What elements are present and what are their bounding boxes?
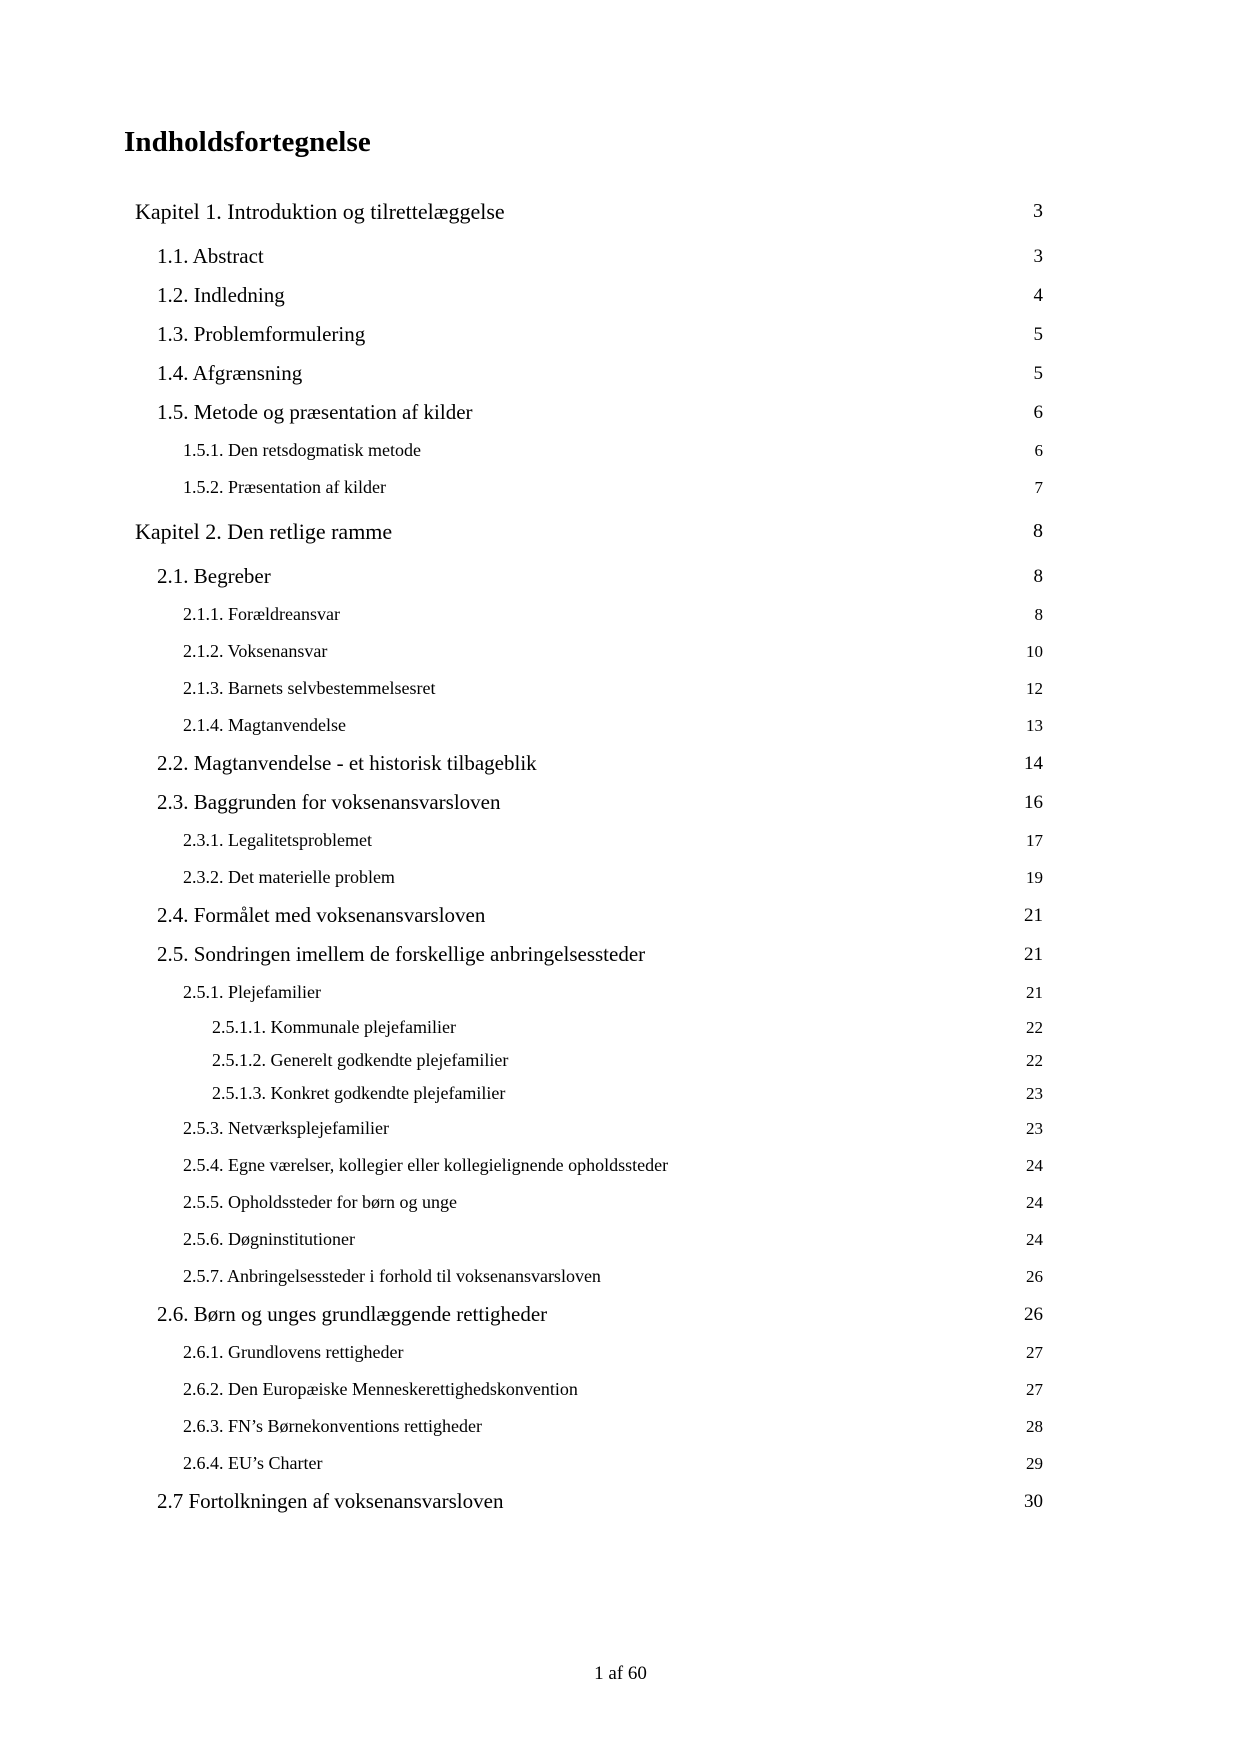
- toc-entry[interactable]: [0, 1295, 1241, 1334]
- toc-entry-page-number: 5: [1033, 324, 1043, 345]
- toc-entry-page-number: 8: [1033, 566, 1043, 587]
- toc-entry[interactable]: [0, 1258, 1241, 1295]
- toc-entry-page-number: 27: [1026, 1343, 1043, 1362]
- toc-entry-label: Kapitel 2. Den retlige ramme: [135, 519, 393, 544]
- toc-entry[interactable]: [0, 469, 1241, 506]
- toc-entry-page-number: 22: [1026, 1051, 1043, 1070]
- toc-entry-page-number: 7: [1034, 478, 1043, 497]
- toc-entry[interactable]: [0, 633, 1241, 670]
- toc-entry-page-number: 6: [1034, 441, 1043, 460]
- toc-entry-page-number: 3: [1033, 200, 1043, 222]
- toc-entry[interactable]: [0, 1371, 1241, 1408]
- toc-entry-page-number: 24: [1026, 1193, 1043, 1212]
- toc-entry-page-number: 30: [1024, 1491, 1043, 1512]
- toc-entry[interactable]: [0, 822, 1241, 859]
- toc-entry[interactable]: [0, 596, 1241, 633]
- toc-entry-page-number: 26: [1024, 1304, 1043, 1325]
- toc-entry[interactable]: [0, 1011, 1241, 1044]
- toc-entry-label: 2.5.5. Opholdssteder for børn og unge: [183, 1192, 457, 1212]
- toc-entry-label: 2.2. Magtanvendelse - et historisk tilbageblik: [157, 751, 537, 775]
- toc-entry-page-number: 17: [1026, 831, 1043, 850]
- toc-entry-label: 2.6. Børn og unges grundlæggende rettigheder: [157, 1302, 548, 1326]
- toc-entry[interactable]: [0, 783, 1241, 822]
- toc-entry[interactable]: [0, 1077, 1241, 1110]
- toc-entry-page-number: 24: [1026, 1230, 1043, 1249]
- toc-entry[interactable]: [0, 1221, 1241, 1258]
- toc-entry-label: 1.4. Afgrænsning: [157, 361, 303, 385]
- toc-entry-label: 2.1.3. Barnets selvbestemmelsesret: [183, 678, 436, 698]
- table-of-contents: [0, 186, 1241, 1521]
- toc-entry-label: 1.2. Indledning: [157, 283, 285, 307]
- toc-entry-label: 2.6.1. Grundlovens rettigheder: [183, 1342, 404, 1362]
- toc-entry-label: Kapitel 1. Introduktion og tilrettelæggelse: [135, 199, 505, 224]
- toc-entry-label: 2.6.3. FN’s Børnekonventions rettigheder: [183, 1416, 482, 1436]
- toc-entry-label: 2.3.2. Det materielle problem: [183, 867, 395, 887]
- toc-entry[interactable]: [0, 744, 1241, 783]
- toc-entry-label: 2.5.1.1. Kommunale plejefamilier: [212, 1017, 456, 1037]
- toc-entry-label: 1.5.1. Den retsdogmatisk metode: [183, 440, 421, 460]
- toc-entry-label: 2.1. Begreber: [157, 564, 271, 588]
- toc-entry-page-number: 13: [1026, 716, 1043, 735]
- toc-entry[interactable]: [0, 393, 1241, 432]
- toc-entry[interactable]: [0, 1334, 1241, 1371]
- toc-entry-page-number: 12: [1026, 679, 1043, 698]
- toc-entry[interactable]: [0, 707, 1241, 744]
- toc-entry-page-number: 5: [1033, 363, 1043, 384]
- toc-entry[interactable]: [0, 859, 1241, 896]
- toc-entry-label: 2.5.1.2. Generelt godkendte plejefamilier: [212, 1050, 509, 1070]
- toc-entry[interactable]: [0, 1184, 1241, 1221]
- toc-entry-page-number: 8: [1034, 605, 1043, 624]
- page-title: Indholdsfortegnelse: [124, 126, 371, 159]
- toc-entry-label: 2.1.4. Magtanvendelse: [183, 715, 346, 735]
- toc-entry-label: 2.3. Baggrunden for voksenansvarsloven: [157, 790, 501, 814]
- toc-entry-page-number: 23: [1026, 1084, 1043, 1103]
- toc-entry[interactable]: [0, 186, 1241, 237]
- toc-entry[interactable]: [0, 1445, 1241, 1482]
- toc-entry-page-number: 24: [1026, 1156, 1043, 1175]
- toc-entry-label: 2.6.4. EU’s Charter: [183, 1453, 323, 1473]
- toc-entry[interactable]: [0, 315, 1241, 354]
- toc-entry[interactable]: [0, 974, 1241, 1011]
- toc-entry-label: 2.5.1. Plejefamilier: [183, 982, 321, 1002]
- toc-entry-label: 2.3.1. Legalitetsproblemet: [183, 830, 372, 850]
- toc-entry-page-number: 21: [1024, 905, 1043, 926]
- toc-entry-label: 2.1.2. Voksenansvar: [183, 641, 328, 661]
- toc-entry-label: 1.5. Metode og præsentation af kilder: [157, 400, 473, 424]
- toc-entry-page-number: 26: [1026, 1267, 1043, 1286]
- toc-entry[interactable]: [0, 276, 1241, 315]
- toc-entry-page-number: 6: [1033, 402, 1043, 423]
- toc-entry[interactable]: [0, 1408, 1241, 1445]
- toc-entry-label: 2.5.7. Anbringelsessteder i forhold til voksenansvarsloven: [183, 1266, 601, 1286]
- toc-entry-label: 2.5.3. Netværksplejefamilier: [183, 1118, 389, 1138]
- toc-entry[interactable]: [0, 237, 1241, 276]
- toc-entry[interactable]: [0, 670, 1241, 707]
- toc-entry-page-number: 29: [1026, 1454, 1043, 1473]
- toc-entry-page-number: 14: [1024, 753, 1043, 774]
- toc-entry-page-number: 10: [1026, 642, 1043, 661]
- toc-entry-label: 1.5.2. Præsentation af kilder: [183, 477, 386, 497]
- toc-entry[interactable]: [0, 1482, 1241, 1521]
- toc-entry[interactable]: [0, 896, 1241, 935]
- toc-entry-label: 2.5.1.3. Konkret godkendte plejefamilier: [212, 1083, 506, 1103]
- toc-entry-page-number: 21: [1026, 983, 1043, 1002]
- toc-entry-page-number: 23: [1026, 1119, 1043, 1138]
- toc-entry-page-number: 19: [1026, 868, 1043, 887]
- toc-entry-label: 1.1. Abstract: [157, 244, 264, 268]
- toc-entry-label: 2.4. Formålet med voksenansvarsloven: [157, 903, 486, 927]
- toc-entry-page-number: 3: [1033, 246, 1043, 267]
- toc-entry-label: 2.1.1. Forældreansvar: [183, 604, 340, 624]
- toc-entry-page-number: 22: [1026, 1018, 1043, 1037]
- toc-entry-label: 2.7 Fortolkningen af voksenansvarsloven: [157, 1489, 504, 1513]
- toc-entry-page-number: 21: [1024, 944, 1043, 965]
- toc-entry-label: 2.5.4. Egne værelser, kollegier eller kollegielignende opholdssteder: [183, 1155, 669, 1175]
- toc-entry-label: 1.3. Problemformulering: [157, 322, 366, 346]
- toc-entry[interactable]: [0, 935, 1241, 974]
- toc-entry-page-number: 8: [1033, 520, 1043, 542]
- toc-entry-label: 2.5.6. Døgninstitutioner: [183, 1229, 355, 1249]
- toc-entry[interactable]: [0, 1110, 1241, 1147]
- toc-entry[interactable]: [0, 1044, 1241, 1077]
- toc-entry[interactable]: [0, 354, 1241, 393]
- toc-entry-label: 2.5. Sondringen imellem de forskellige anbringelsessteder: [157, 942, 646, 966]
- toc-entry[interactable]: [0, 432, 1241, 469]
- toc-entry-page-number: 28: [1026, 1417, 1043, 1436]
- toc-entry-page-number: 16: [1024, 792, 1043, 813]
- page-footer: 1 af 60: [594, 1663, 647, 1684]
- toc-entry[interactable]: [0, 1147, 1241, 1184]
- toc-entry-page-number: 27: [1026, 1380, 1043, 1399]
- toc-entry[interactable]: [0, 506, 1241, 557]
- toc-entry-page-number: 4: [1033, 285, 1043, 306]
- toc-entry[interactable]: [0, 557, 1241, 596]
- toc-entry-label: 2.6.2. Den Europæiske Menneskerettighedskonvention: [183, 1379, 578, 1399]
